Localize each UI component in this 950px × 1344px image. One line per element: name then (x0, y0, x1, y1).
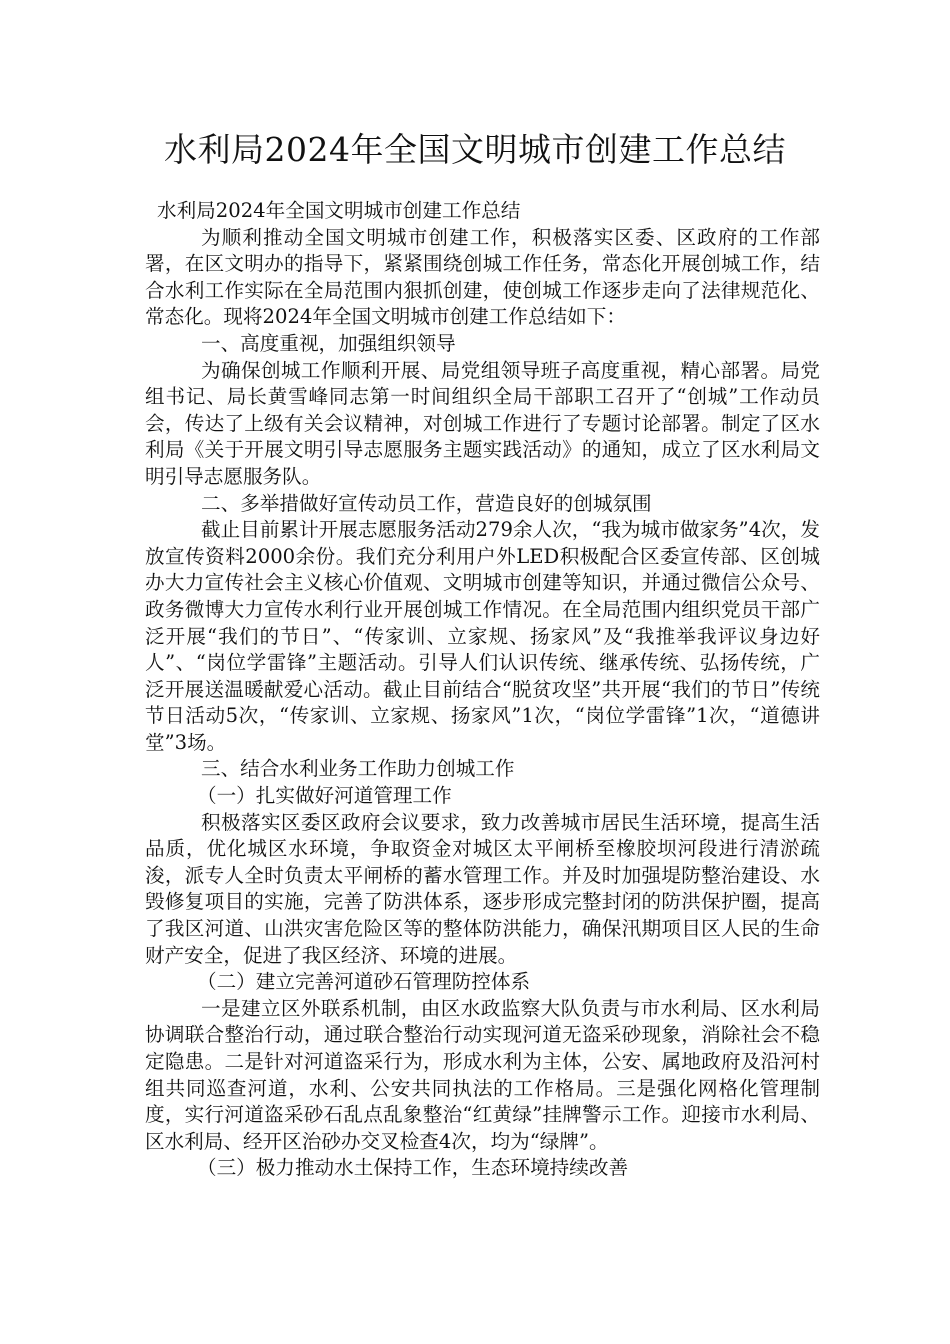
subsection-heading-3: （三）极力推动水土保持工作，生态环境持续改善 (197, 1156, 629, 1180)
intro-paragraph: 为顺利推动全国文明城市创建工作，积极落实区委、区政府的工作部署，在区文明办的指导下，紧紧围绕创城工作任务，常态化开展创城工作，结合水利工作实际在全局范围内狠抓创建，使创城工作逐步走向了法律规范化、常态化。现将2024年全国文明城市创建工作总结如下： (145, 225, 820, 329)
section-heading-2: 二、多举措做好宣传动员工作，营造良好的创城氛围 (201, 491, 652, 515)
section-heading-1: 一、高度重视，加强组织领导 (201, 331, 456, 355)
subsection-heading-2: （二）建立完善河道砂石管理防控体系 (197, 970, 531, 994)
section-heading-3: 三、结合水利业务工作助力创城工作 (201, 757, 515, 781)
document-title: 水利局2024年全国文明城市创建工作总结 (164, 130, 786, 169)
document-body (145, 198, 820, 1182)
subsection-2-paragraph: 一是建立区外联系机制，由区水政监察大队负责与市水利局、区水利局协调联合整治行动，通过联合整治行动实现河道无盗采砂现象，消除社会不稳定隐患。二是针对河道盗采行为，形成水利为主体，公安、属地政府及沿河村组共同巡查河道，水利、公安共同执法的工作格局。三是强化网格化管理制度，实行河道盗采砂石乱点乱象整治“红黄绿”挂牌警示工作。迎接市水利局、区水利局、经开区治砂办交叉检查4次，均为“绿牌”。 (145, 996, 820, 1153)
document-subtitle: 水利局2024年全国文明城市创建工作总结 (157, 199, 521, 222)
section-2-paragraph: 截止目前累计开展志愿服务活动279余人次，“我为城市做家务”4次，发放宣传资料2000余份。我们充分利用户外LED积极配合区委宣传部、区创城办大力宣传社会主义核心价值观、文明城市创建等知识，并通过微信公众号、政务微博大力宣传水利行业开展创城工作情况。在全局范围内组织党员干部广泛开展“我们的节日”、“传家训、立家规、扬家风”及“我推举我评议身边好人”、“岗位学雷锋”主题活动。引导人们认识传统、继承传统、弘扬传统，广泛开展送温暖献爱心活动。截止目前结合“脱贫攻坚”共开展“我们的节日”传统节日活动5次，“传家训、立家规、扬家风”1次，“岗位学雷锋”1次，“道德讲堂”3场。 (145, 518, 820, 754)
subsection-heading-1: （一）扎实做好河道管理工作 (197, 784, 452, 808)
subsection-1-paragraph: 积极落实区委区政府会议要求，致力改善城市居民生活环境，提高生活品质，优化城区水环境，争取资金对城区太平闸桥至橡胶坝河段进行清淤疏浚，派专人全时负责太平闸桥的蓄水管理工作。并及时加强堤防整治建设、水毁修复项目的实施，完善了防洪体系，逐步形成完整封闭的防洪保护圈，提高了我区河道、山洪灾害危险区等的整体防洪能力，确保汛期项目区人民的生命财产安全，促进了我区经济、环境的进展。 (145, 810, 820, 967)
section-1-paragraph: 为确保创城工作顺利开展、局党组领导班子高度重视，精心部署。局党组书记、局长黄雪峰同志第一时间组织全局干部职工召开了“创城”工作动员会，传达了上级有关会议精神，对创城工作进行了专题讨论部署。制定了区水利局《关于开展文明引导志愿服务主题实践活动》的通知，成立了区水利局文明引导志愿服务队。 (145, 358, 820, 488)
